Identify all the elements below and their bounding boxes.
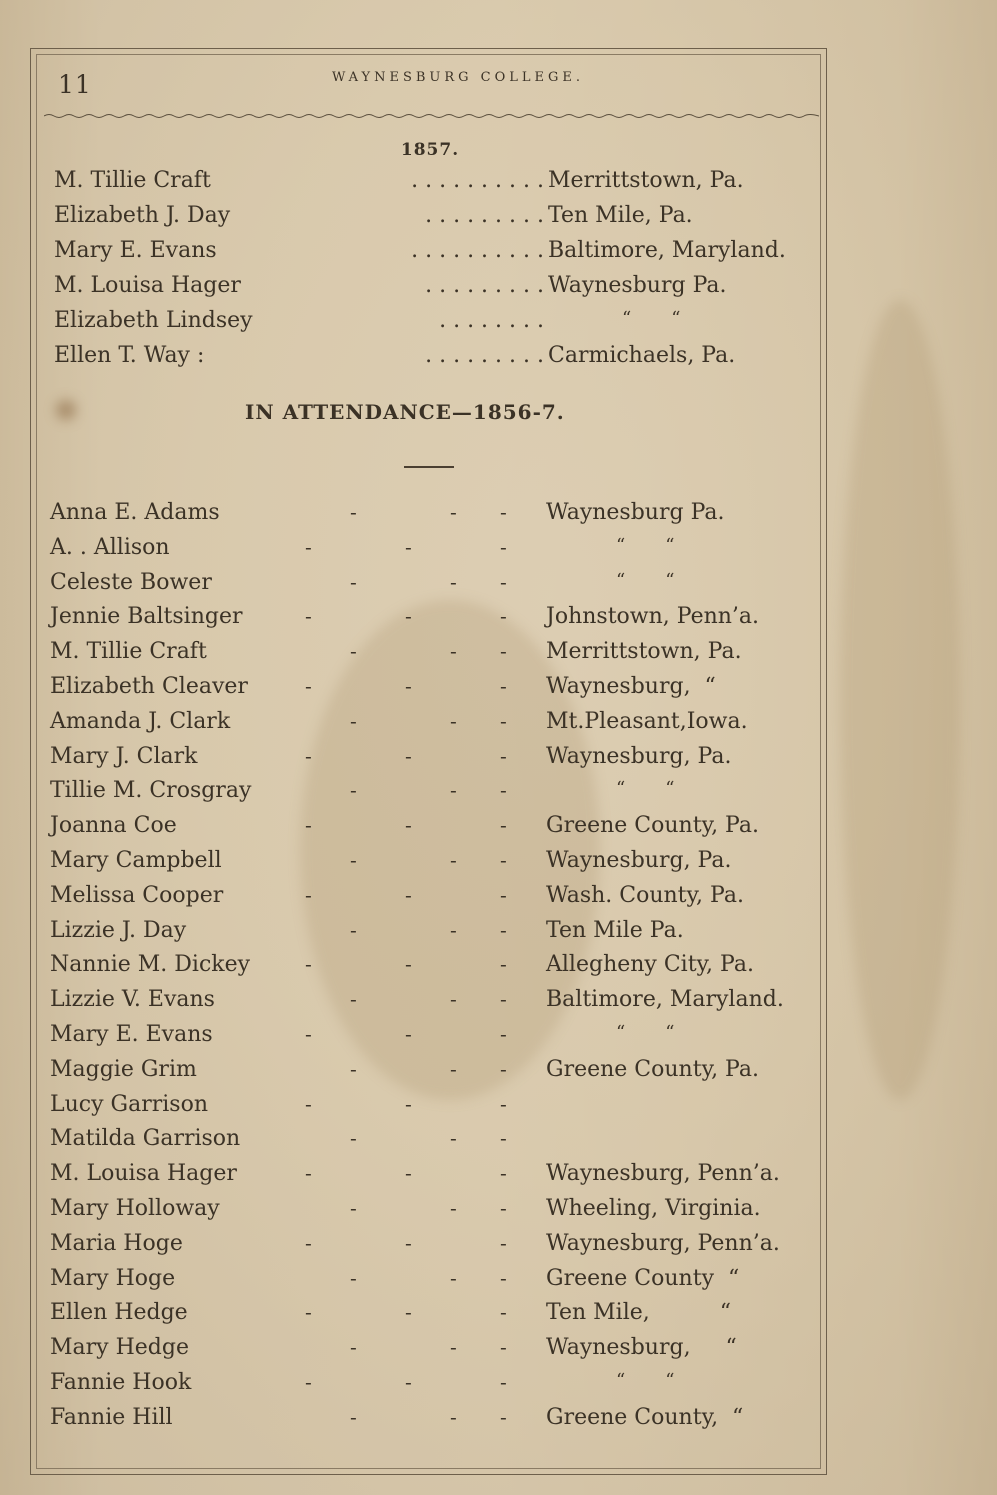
- leader-dash: -: [450, 1265, 457, 1290]
- leader-dash: -: [305, 1230, 312, 1255]
- attendance-row: [50, 848, 810, 882]
- student-residence: Waynesburg, Penn’a.: [546, 1230, 780, 1256]
- attendance-row: [50, 987, 810, 1021]
- student-residence: Greene County, “: [546, 1404, 744, 1430]
- leader-dash: -: [350, 569, 357, 594]
- leader-dash: -: [500, 604, 507, 629]
- graduate-residence: “ “: [622, 308, 681, 329]
- student-residence: Ten Mile Pa.: [546, 917, 684, 943]
- leader-dots: . . . . . . . .: [439, 308, 544, 333]
- leader-dash: -: [350, 848, 357, 872]
- graduate-residence: Waynesburg Pa.: [548, 273, 727, 298]
- leader-dash: -: [350, 708, 357, 733]
- leader-dash: -: [350, 500, 357, 524]
- leader-dash: -: [305, 743, 312, 768]
- leader-dash: -: [500, 639, 507, 664]
- attendance-row: [50, 500, 810, 534]
- leader-dash: -: [305, 534, 312, 559]
- leader-dash: -: [305, 1091, 312, 1116]
- leader-dash: -: [500, 1091, 507, 1116]
- graduate-row: [54, 308, 814, 342]
- attendance-row: [50, 1300, 810, 1334]
- graduate-name: Elizabeth Lindsey: [54, 308, 253, 333]
- student-name: Celeste Bower: [50, 569, 212, 595]
- student-name: Amanda J. Clark: [50, 708, 231, 734]
- leader-dash: -: [305, 1161, 312, 1186]
- attendance-row: [50, 604, 810, 638]
- student-residence: Wheeling, Virginia.: [546, 1196, 761, 1221]
- leader-dash: -: [450, 639, 457, 664]
- leader-dash: -: [405, 1091, 412, 1116]
- leader-dash: -: [450, 500, 457, 524]
- graduate-row: [54, 343, 814, 377]
- attendance-row: [50, 1057, 810, 1091]
- leader-dash: -: [305, 1022, 312, 1046]
- leader-dash: -: [405, 1161, 412, 1186]
- student-residence: Ten Mile, “: [546, 1300, 731, 1326]
- student-name: Nannie M. Dickey: [50, 952, 251, 978]
- attendance-row: [50, 709, 810, 743]
- attendance-row: [50, 1126, 810, 1160]
- leader-dash: -: [500, 987, 507, 1012]
- leader-dash: -: [350, 639, 357, 664]
- leader-dash: -: [405, 604, 412, 629]
- leader-dash: -: [450, 778, 457, 803]
- leader-dash: -: [500, 708, 507, 733]
- leader-dash: -: [500, 500, 507, 524]
- leader-dash: -: [500, 1404, 507, 1429]
- leader-dots: . . . . . . . . .: [425, 273, 544, 298]
- attendance-row: [50, 535, 810, 569]
- leader-dash: -: [350, 1126, 357, 1151]
- student-name: Matilda Garrison: [50, 1126, 241, 1152]
- graduate-residence: Ten Mile, Pa.: [548, 203, 693, 228]
- graduate-residence: Merrittstown, Pa.: [548, 168, 744, 193]
- leader-dash: -: [350, 987, 357, 1012]
- leader-dash: -: [305, 1300, 312, 1325]
- student-residence: Waynesburg, Pa.: [546, 743, 732, 769]
- leader-dash: -: [450, 1056, 457, 1081]
- student-name: Mary Campbell: [50, 848, 222, 873]
- leader-dash: -: [500, 1126, 507, 1151]
- leader-dash: -: [450, 1335, 457, 1360]
- student-name: Mary Holloway: [50, 1196, 220, 1221]
- attendance-row: [50, 1196, 810, 1230]
- leader-dash: -: [500, 1300, 507, 1325]
- leader-dots: . . . . . . . . . .: [411, 238, 544, 263]
- leader-dash: -: [500, 1056, 507, 1081]
- leader-dash: -: [405, 813, 412, 838]
- leader-dash: -: [405, 952, 412, 977]
- student-name: Lizzie J. Day: [50, 917, 187, 943]
- graduate-name: M. Louisa Hager: [54, 273, 241, 298]
- header-wavy-rule: [44, 113, 819, 119]
- leader-dash: -: [405, 1370, 412, 1394]
- student-name: Anna E. Adams: [50, 500, 220, 525]
- leader-dash: -: [305, 674, 312, 698]
- graduate-residence: Carmichaels, Pa.: [548, 343, 736, 368]
- short-rule-divider: [404, 466, 454, 468]
- student-name: Mary Hoge: [50, 1265, 176, 1291]
- graduate-name: Ellen T. Way :: [54, 343, 205, 368]
- attendance-row: [50, 639, 810, 673]
- student-residence: Greene County, Pa.: [546, 1056, 759, 1082]
- leader-dash: -: [405, 1022, 412, 1046]
- leader-dash: -: [500, 674, 507, 698]
- student-name: A. . Allison: [50, 534, 170, 560]
- attendance-row: [50, 1092, 810, 1126]
- leader-dash: -: [405, 1230, 412, 1255]
- student-name: Joanna Coe: [50, 813, 177, 839]
- leader-dash: -: [450, 848, 457, 872]
- leader-dash: -: [305, 882, 312, 907]
- leader-dash: -: [450, 569, 457, 594]
- leader-dash: -: [500, 1335, 507, 1360]
- student-name: Lucy Garrison: [50, 1091, 208, 1117]
- graduate-row: [54, 168, 814, 202]
- leader-dash: -: [350, 778, 357, 803]
- attendance-row: [50, 952, 810, 986]
- leader-dash: -: [500, 1022, 507, 1046]
- college-title: WAYNESBURG COLLEGE.: [331, 70, 585, 85]
- student-residence: “ “: [616, 569, 675, 591]
- leader-dash: -: [450, 987, 457, 1012]
- student-name: Maria Hoge: [50, 1230, 183, 1256]
- leader-dash: -: [450, 1126, 457, 1151]
- student-name: Mary Hedge: [50, 1335, 189, 1361]
- leader-dash: -: [500, 778, 507, 803]
- leader-dash: -: [450, 917, 457, 942]
- attendance-row: [50, 1370, 810, 1404]
- student-name: Elizabeth Cleaver: [50, 674, 248, 699]
- student-residence: Johnstown, Penn’a.: [546, 604, 760, 630]
- leader-dots: . . . . . . . . .: [425, 203, 544, 228]
- student-name: Lizzie V. Evans: [50, 987, 215, 1013]
- graduate-name: Elizabeth J. Day: [54, 203, 231, 228]
- leader-dash: -: [305, 1370, 312, 1394]
- leader-dash: -: [350, 1404, 357, 1429]
- student-name: Fannie Hill: [50, 1404, 173, 1430]
- attendance-row: [50, 918, 810, 952]
- attendance-row: [50, 778, 810, 812]
- student-residence: “ “: [616, 1022, 675, 1043]
- student-residence: Merrittstown, Pa.: [546, 639, 742, 665]
- leader-dots: . . . . . . . . .: [425, 343, 544, 368]
- student-residence: Wash. County, Pa.: [546, 882, 744, 908]
- student-name: Melissa Cooper: [50, 882, 224, 908]
- student-residence: “ “: [616, 778, 675, 800]
- leader-dash: -: [350, 1335, 357, 1360]
- attendance-row: [50, 1022, 810, 1056]
- attendance-row: [50, 570, 810, 604]
- attendance-row: [50, 883, 810, 917]
- page-number: 11: [58, 70, 92, 99]
- attendance-row: [50, 1405, 810, 1439]
- student-residence: Greene County “: [546, 1265, 740, 1291]
- student-residence: Greene County, Pa.: [546, 813, 759, 839]
- graduate-row: [54, 238, 814, 272]
- leader-dash: -: [305, 604, 312, 629]
- paper-stain: [840, 300, 960, 1100]
- student-residence: Waynesburg, Penn’a.: [546, 1161, 780, 1187]
- leader-dash: -: [500, 1230, 507, 1255]
- leader-dash: -: [305, 952, 312, 977]
- student-name: Jennie Baltsinger: [50, 604, 243, 630]
- leader-dash: -: [500, 952, 507, 977]
- leader-dash: -: [500, 743, 507, 768]
- student-name: Ellen Hedge: [50, 1300, 188, 1326]
- student-name: Maggie Grim: [50, 1056, 197, 1082]
- leader-dash: -: [450, 1404, 457, 1429]
- student-residence: Waynesburg Pa.: [546, 500, 725, 525]
- graduate-name: Mary E. Evans: [54, 238, 217, 263]
- running-head: [38, 60, 818, 110]
- student-name: M. Tillie Craft: [50, 639, 207, 665]
- student-residence: “ “: [616, 534, 675, 556]
- student-residence: Waynesburg, Pa.: [546, 848, 732, 873]
- leader-dash: -: [500, 882, 507, 907]
- student-residence: “ “: [616, 1370, 675, 1391]
- attendance-row: [50, 1266, 810, 1300]
- graduate-row: [54, 203, 814, 237]
- attendance-row: [50, 1161, 810, 1195]
- leader-dash: -: [500, 813, 507, 838]
- attendance-heading: IN ATTENDANCE—1856-7.: [245, 400, 565, 424]
- leader-dash: -: [500, 534, 507, 559]
- leader-dash: -: [350, 1265, 357, 1290]
- student-residence: Waynesburg, “: [546, 1335, 737, 1361]
- leader-dash: -: [500, 1196, 507, 1220]
- leader-dash: -: [450, 1196, 457, 1220]
- student-residence: Allegheny City, Pa.: [546, 952, 754, 978]
- student-name: Fannie Hook: [50, 1370, 192, 1395]
- leader-dash: -: [500, 1265, 507, 1290]
- student-name: Mary J. Clark: [50, 743, 198, 769]
- leader-dash: -: [500, 1370, 507, 1394]
- leader-dash: -: [500, 917, 507, 942]
- student-name: Tillie M. Crosgray: [50, 778, 252, 804]
- attendance-row: [50, 674, 810, 708]
- leader-dash: -: [405, 534, 412, 559]
- leader-dots: . . . . . . . . . .: [411, 168, 544, 193]
- graduate-row: [54, 273, 814, 307]
- attendance-row: [50, 813, 810, 847]
- student-residence: Mt.Pleasant,Iowa.: [546, 708, 748, 734]
- leader-dash: -: [405, 674, 412, 698]
- leader-dash: -: [500, 569, 507, 594]
- section-year-heading: 1857.: [400, 140, 460, 160]
- student-residence: Waynesburg, “: [546, 674, 716, 699]
- leader-dash: -: [500, 1161, 507, 1186]
- graduate-residence: Baltimore, Maryland.: [548, 238, 786, 263]
- leader-dash: -: [350, 917, 357, 942]
- leader-dash: -: [350, 1056, 357, 1081]
- leader-dash: -: [405, 1300, 412, 1325]
- leader-dash: -: [450, 708, 457, 733]
- attendance-row: [50, 1231, 810, 1265]
- leader-dash: -: [405, 743, 412, 768]
- leader-dash: -: [500, 848, 507, 872]
- leader-dash: -: [350, 1196, 357, 1220]
- graduate-name: M. Tillie Craft: [54, 168, 211, 193]
- student-name: M. Louisa Hager: [50, 1161, 237, 1187]
- student-residence: Baltimore, Maryland.: [546, 987, 784, 1013]
- attendance-row: [50, 1335, 810, 1369]
- leader-dash: -: [405, 882, 412, 907]
- leader-dash: -: [305, 813, 312, 838]
- student-name: Mary E. Evans: [50, 1022, 213, 1047]
- attendance-row: [50, 744, 810, 778]
